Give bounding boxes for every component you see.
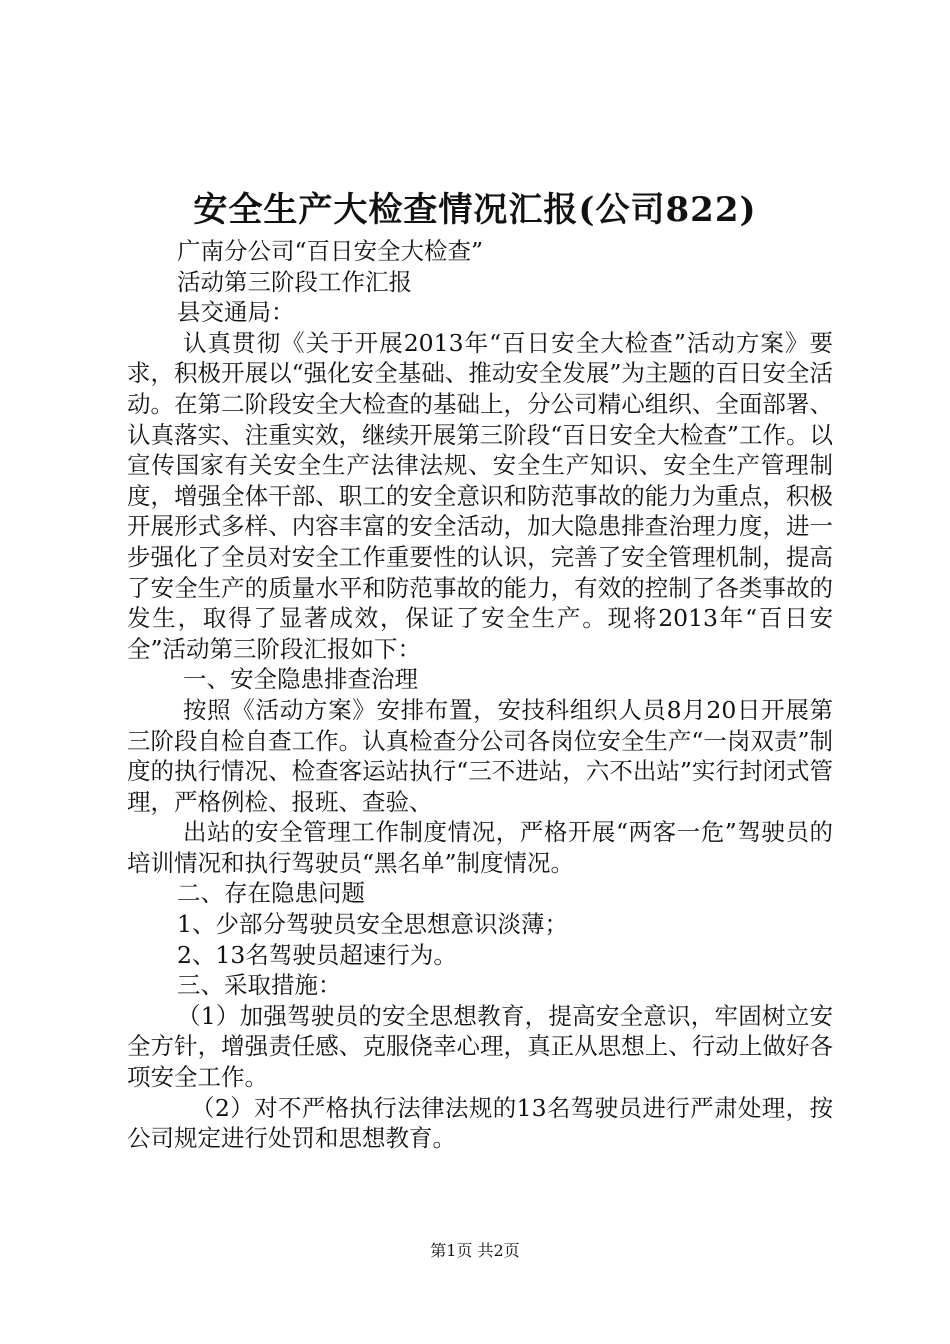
list-item-issue-2: 2、13名驾驶员超速行为。 bbox=[177, 940, 457, 969]
section-heading-1: 一、安全隐患排查治理 bbox=[183, 665, 418, 694]
paragraph-addressee: 县交通局： bbox=[177, 298, 295, 327]
list-item-issue-1: 1、少部分驾驶员安全思想意识淡薄； bbox=[177, 910, 568, 939]
document-title: 安全生产大检查情况汇报(公司822) bbox=[193, 190, 757, 230]
paragraph-intro: 认真贯彻《关于开展2013年“百日安全大检查”活动方案》要求，积极开展以“强化安全基础、推动安全发展”为主题的百日安全活动。在第二阶段安全大检查的基础上，分公司精心组织、全面部署、认真落实、注重实效，继续开展第三阶段“百日安全大检查”工作。以宣传国家有关安全生产法律法规、安全生产知识、安全生产管理制度，增强全体干部、职工的安全意识和防范事故的能力为重点，积极开展形式多样、内容丰富的安全活动，加大隐患排查治理力度，进一步强化了全员对安全工作重要性的认识，完善了安全管理机制，提高了安全生产的质量水平和防范事故的能力，有效的控制了各类事故的发生，取得了显著成效，保证了安全生产。现将2013年“百日安全”活动第三阶段汇报如下： bbox=[127, 328, 833, 663]
paragraph-report-heading: 活动第三阶段工作汇报 bbox=[177, 267, 412, 296]
list-item-measure-1: （1）加强驾驶员的安全思想教育，提高安全意识，牢固树立安全方针，增强责任感、克服侥幸心理，真正从思想上、行动上做好各项安全工作。 bbox=[127, 1001, 833, 1092]
paragraph-inspection-cont: 出站的安全管理工作制度情况，严格开展“两客一危”驾驶员的培训情况和执行驾驶员“黑名单”制度情况。 bbox=[127, 818, 833, 877]
section-heading-2: 二、存在隐患问题 bbox=[177, 879, 365, 908]
paragraph-inspection: 按照《活动方案》安排布置，安技科组织人员8月20日开展第三阶段自检自查工作。认真检查分公司各岗位安全生产“一岗双责”制度的执行情况、检查客运站执行“三不进站，六不出站”实行封闭式管理，严格例检、报班、查验、 bbox=[127, 695, 833, 816]
section-heading-3: 三、采取措施： bbox=[177, 971, 342, 1000]
paragraph-org-heading: 广南分公司“百日安全大检查” bbox=[177, 237, 484, 265]
list-item-measure-2: （2）对不严格执行法律法规的13名驾驶员进行严肃处理，按公司规定进行处罚和思想教育。 bbox=[127, 1093, 833, 1153]
document-body bbox=[127, 236, 833, 1154]
page-footer: 第1页 共2页 bbox=[430, 1241, 520, 1260]
